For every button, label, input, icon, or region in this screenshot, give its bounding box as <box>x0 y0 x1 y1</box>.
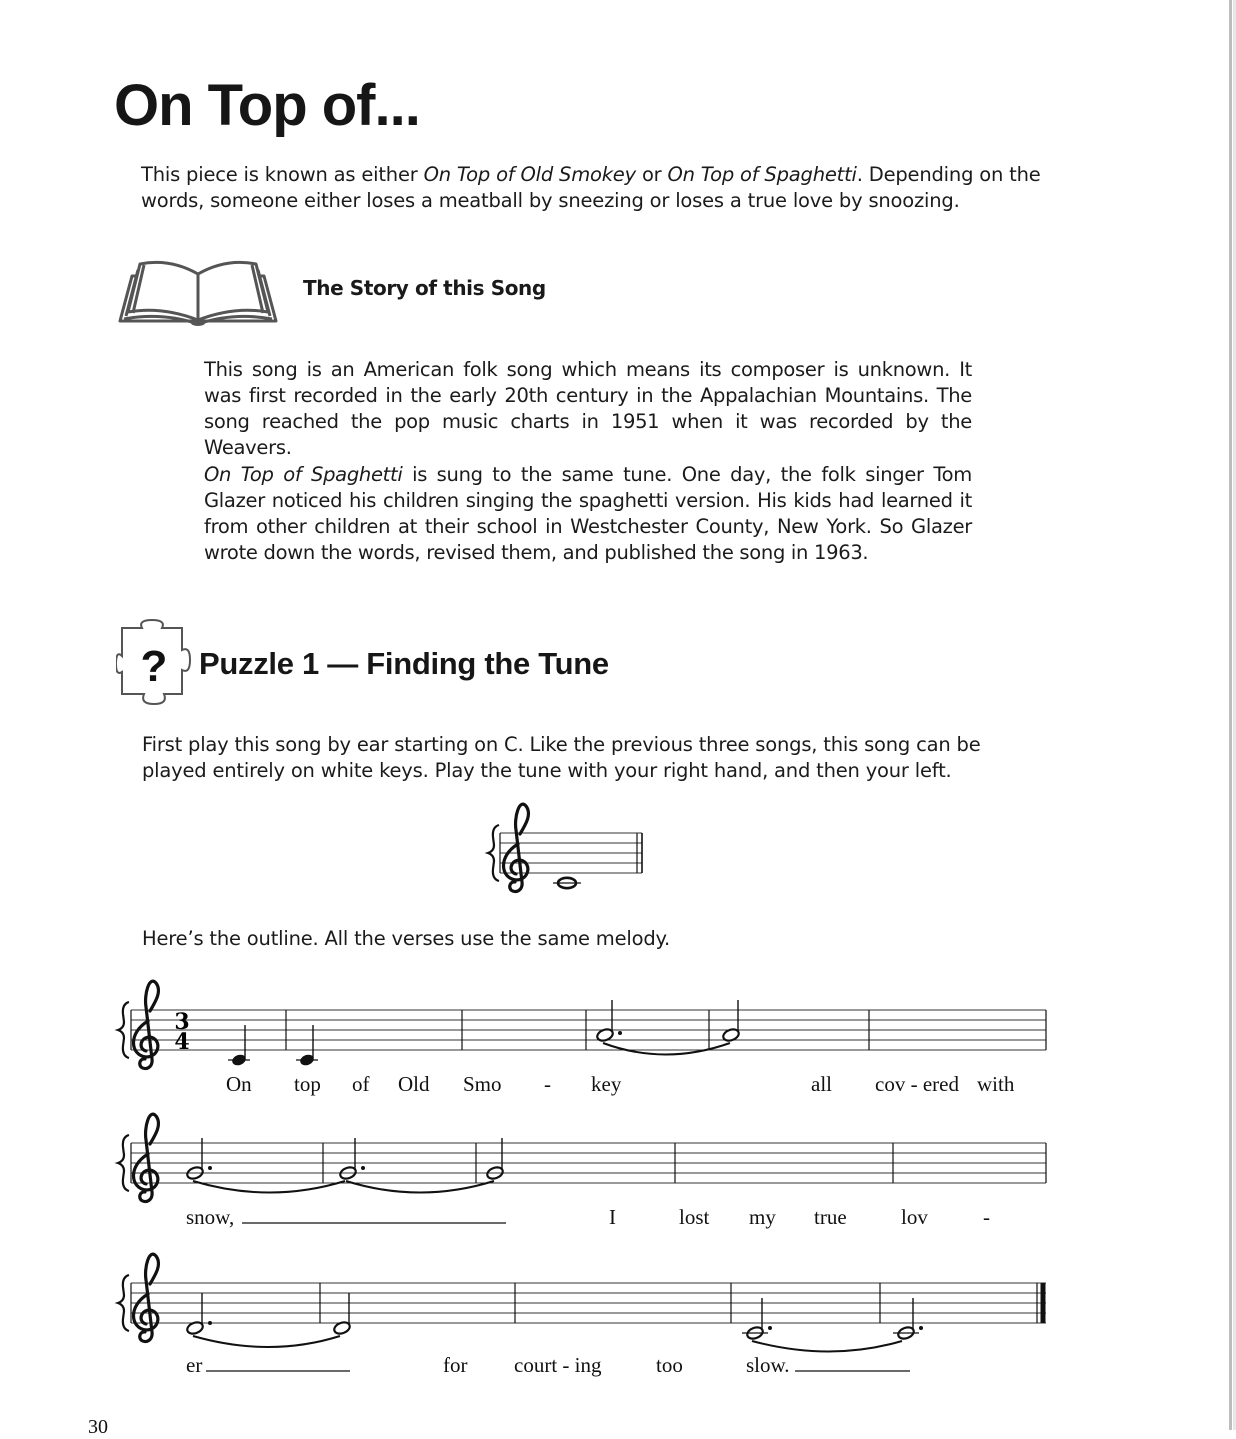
tie <box>603 1043 730 1055</box>
lyric-syllable: I <box>609 1205 616 1229</box>
staff-system-2 <box>118 1114 1046 1201</box>
lyric-syllable: slow. <box>746 1353 790 1377</box>
treble-clef-icon <box>134 1254 159 1341</box>
lyric-syllable: of <box>352 1072 370 1096</box>
time-signature-top: 3 <box>174 1009 190 1035</box>
lyric-syllable: court - ing <box>514 1353 602 1377</box>
staff-system-1 <box>118 981 1046 1068</box>
lyric-syllable: lov <box>901 1205 928 1229</box>
lyric-hyphen: - <box>983 1205 990 1229</box>
page-number: 30 <box>88 1416 108 1438</box>
time-signature-bottom: 4 <box>174 1029 190 1055</box>
puzzle-heading: Puzzle 1 — Finding the Tune <box>199 646 609 681</box>
lyric-syllable: er <box>186 1353 203 1377</box>
lyric-syllable: Old <box>398 1072 430 1096</box>
reference-staff <box>488 804 642 891</box>
treble-clef-icon <box>504 804 529 891</box>
outline-caption: Here’s the outline. All the verses use the same melody. <box>142 927 671 950</box>
lyric-syllable: Smo <box>463 1072 502 1096</box>
staff-brace <box>118 1275 129 1331</box>
lyric-syllable: true <box>814 1205 847 1229</box>
staff-brace <box>118 1002 129 1058</box>
story-song-title: On Top of Spaghetti <box>204 463 403 486</box>
tie <box>193 1336 340 1347</box>
story-paragraph-2-text: is sung to the same tune. One day, the folk singer Tom Glazer noticed his children singing the spaghetti version. His kids had learned it from other children at their school in Westchester County, New York. So Glazer wrote down the words, revised them, and published the song in 1963. <box>204 463 972 564</box>
lyric-syllable: too <box>656 1353 683 1377</box>
lyric-syllable: key <box>591 1072 622 1096</box>
intro-title-spaghetti: On Top of Spaghetti <box>667 163 857 186</box>
lyric-syllable: all <box>811 1072 832 1096</box>
intro-title-old-smokey: On Top of Old Smokey <box>423 163 636 186</box>
lyric-hyphen: - <box>544 1072 551 1096</box>
staff-brace <box>488 825 499 881</box>
lyric-syllable: for <box>443 1353 468 1377</box>
puzzle-instructions: First play this song by ear starting on C. Like the previous three songs, this song can be played entirely on white keys. Play the tune with your right hand, and then your left. <box>142 733 981 782</box>
story-heading: The Story of this Song <box>303 276 546 300</box>
lyric-syllable: top <box>294 1072 321 1096</box>
intro-text: . Depending on the words, someone either loses a meatball by sneezing or loses a true love by snoozing. <box>141 163 1041 212</box>
puzzle-question-glyph: ? <box>140 642 168 691</box>
lyric-syllable: with <box>977 1072 1015 1096</box>
lyric-syllable: my <box>749 1205 776 1229</box>
lyric-syllable: On <box>226 1072 252 1096</box>
intro-text: This piece is known as either <box>141 163 424 186</box>
page-title: On Top of... <box>114 73 420 138</box>
intro-text: or <box>635 163 668 186</box>
staff-system-3 <box>118 1254 1046 1351</box>
lyric-syllable: lost <box>679 1205 710 1229</box>
staff-brace <box>118 1135 129 1191</box>
treble-clef-icon <box>134 981 159 1068</box>
tie <box>752 1341 902 1352</box>
story-paragraph-1: This song is an American folk song which means its composer is unknown. It was first recorded in the early 20th century in the Appalachian Mountains. The song reached the pop music charts in 1951 when it was recorded by the Weavers. <box>204 358 972 459</box>
lyric-syllable: cov - ered <box>875 1072 959 1096</box>
lyric-syllable: snow, <box>186 1205 235 1229</box>
treble-clef-icon <box>134 1114 159 1201</box>
